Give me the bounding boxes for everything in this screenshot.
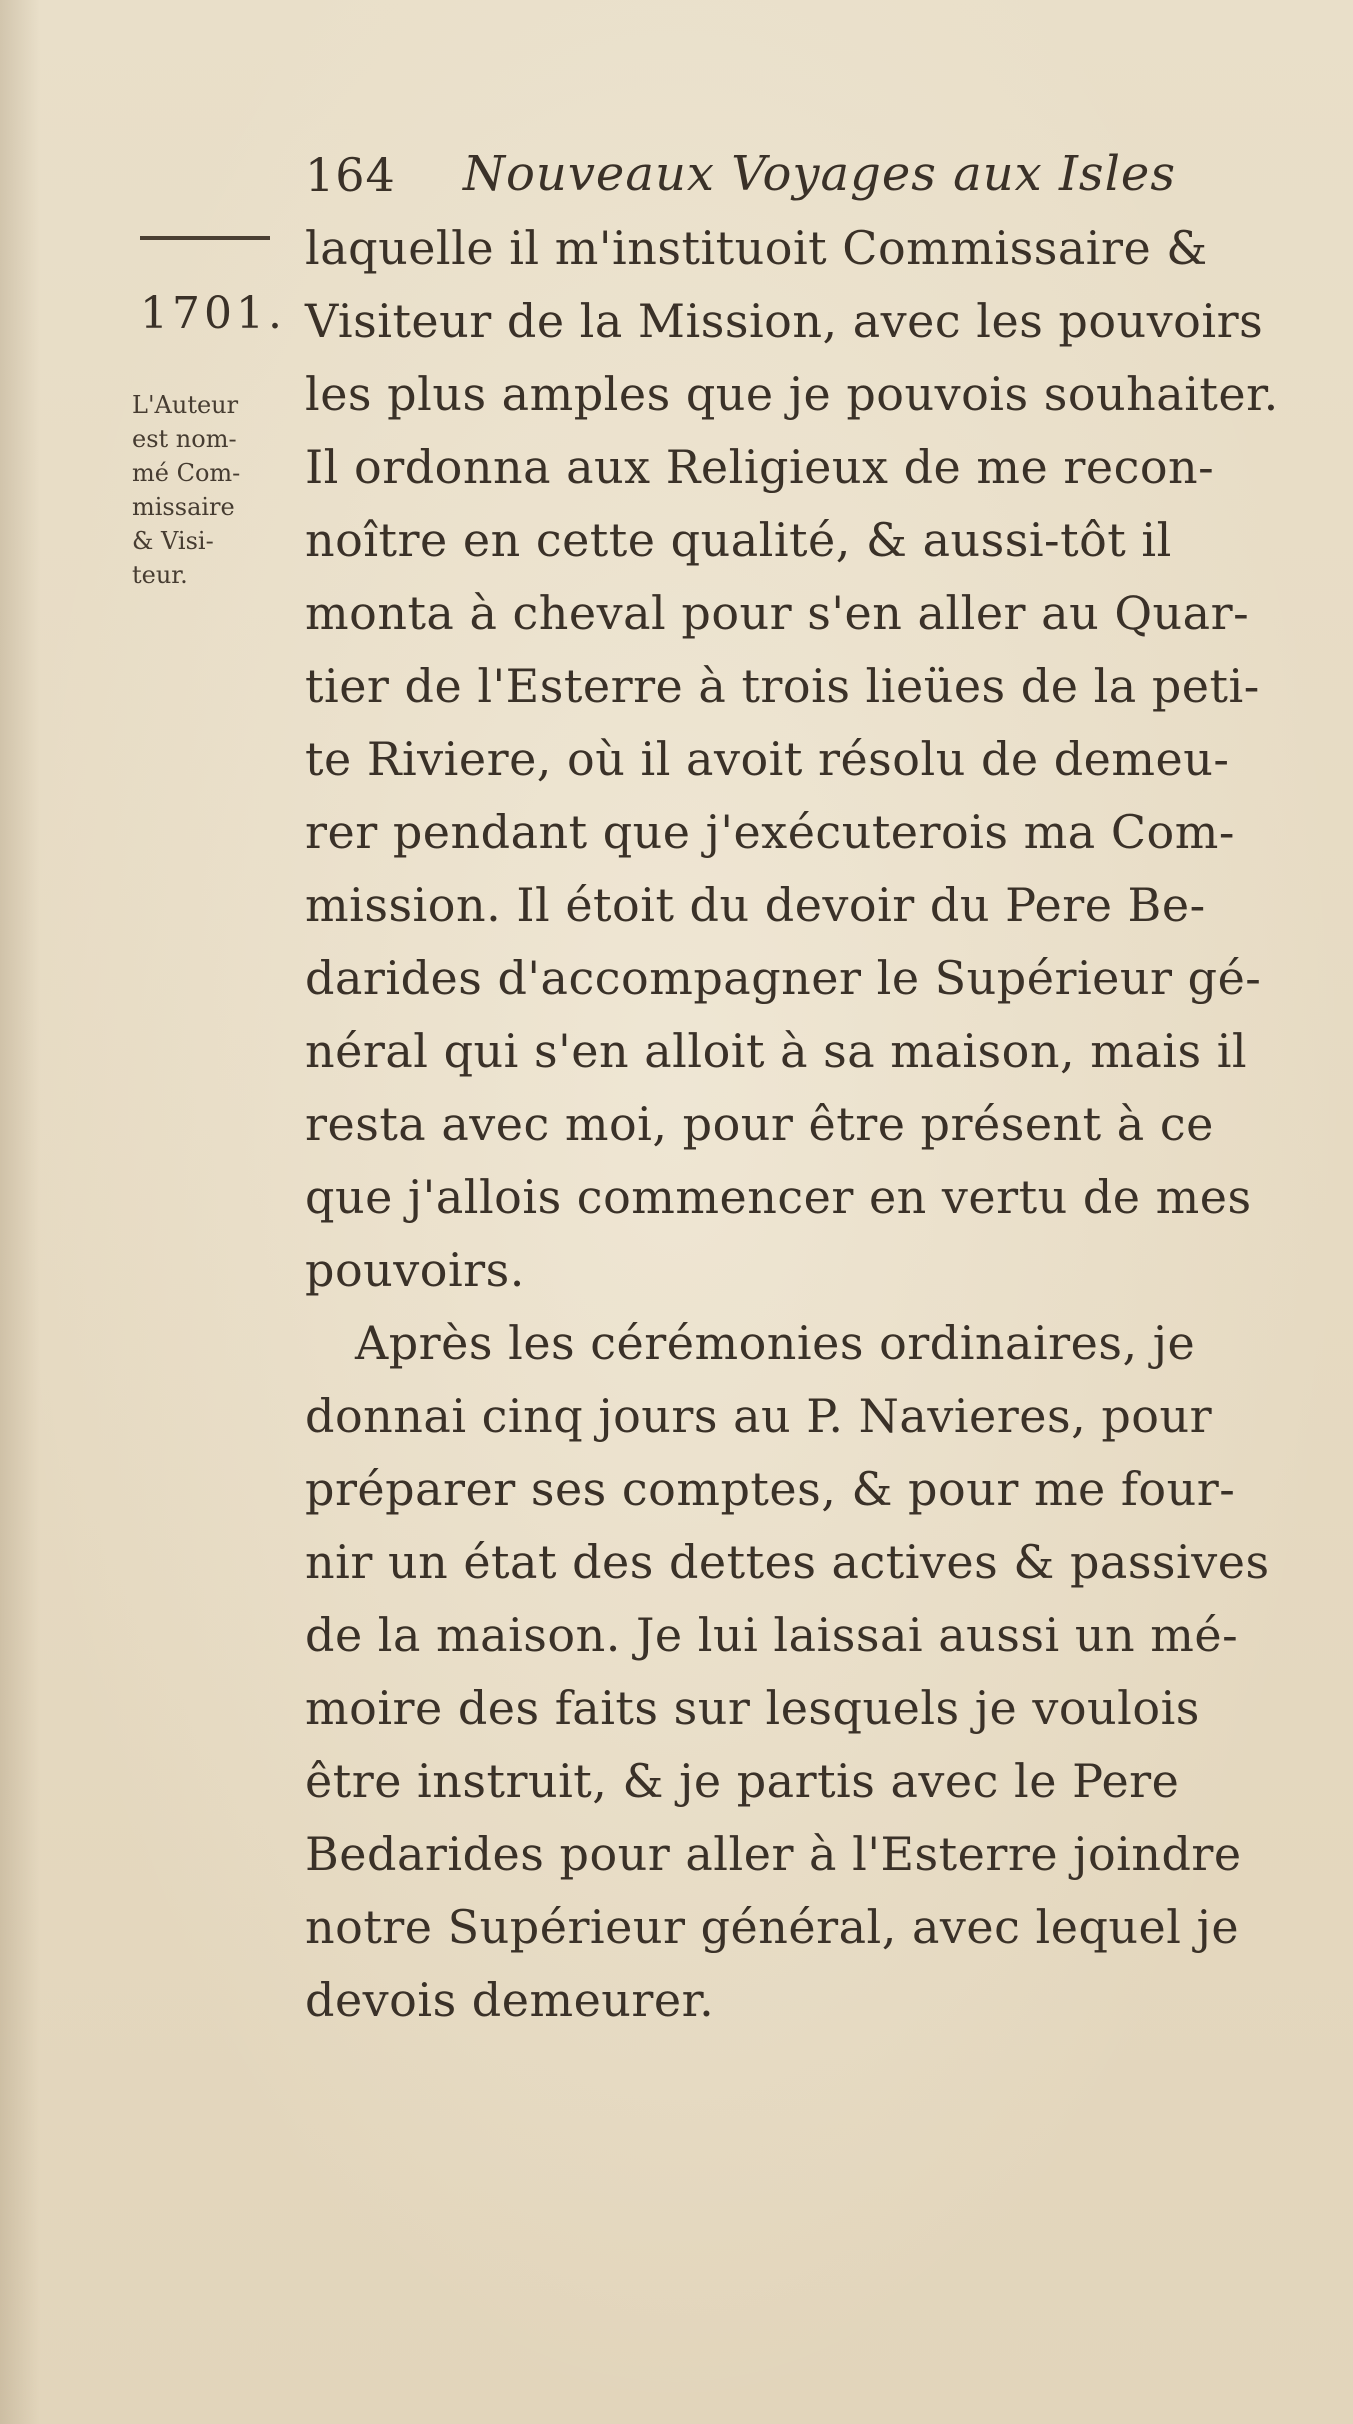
text-line: néral qui s'en alloit à sa maison, mais il xyxy=(305,1024,1248,1078)
margin-note-line: teur. xyxy=(132,561,188,589)
body-text xyxy=(305,212,1279,2037)
text-line: préparer ses comptes, & pour me four- xyxy=(305,1462,1236,1516)
text-line: de la maison. Je lui laissai aussi un mé- xyxy=(305,1608,1239,1662)
text-line: devois demeurer. xyxy=(305,1973,715,2027)
margin-note-line: mé Com- xyxy=(132,459,241,487)
margin-year: 1701. xyxy=(140,288,286,339)
text-line: tier de l'Esterre à trois lieües de la peti- xyxy=(305,659,1260,713)
text-line: mission. Il étoit du devoir du Pere Be- xyxy=(305,878,1206,932)
text-line: nir un état des dettes actives & passives xyxy=(305,1535,1270,1589)
text-line: moire des faits sur lesquels je voulois xyxy=(305,1681,1200,1735)
text-line: darides d'accompagner le Supérieur gé- xyxy=(305,951,1262,1005)
text-line: rer pendant que j'exécuterois ma Com- xyxy=(305,805,1235,859)
text-line: pouvoirs. xyxy=(305,1243,525,1297)
spine-shadow xyxy=(0,0,40,2424)
margin-note-line: L'Auteur xyxy=(132,391,239,419)
text-line: laquelle il m'instituoit Commissaire & xyxy=(305,221,1208,275)
margin-note-line: missaire xyxy=(132,493,235,521)
text-line: que j'allois commencer en vertu de mes xyxy=(305,1170,1252,1224)
text-line: te Riviere, où il avoit résolu de demeu- xyxy=(305,732,1230,786)
page-header xyxy=(305,140,1205,210)
text-line: Après les cérémonies ordinaires, je xyxy=(355,1316,1196,1370)
text-line: Bedarides pour aller à l'Esterre joindre xyxy=(305,1827,1242,1881)
margin-note-line: est nom- xyxy=(132,425,237,453)
margin-note xyxy=(132,388,282,592)
page-number: 164 xyxy=(305,148,396,202)
text-line: notre Supérieur général, avec lequel je xyxy=(305,1900,1240,1954)
text-line: les plus amples que je pouvois souhaiter. xyxy=(305,367,1279,421)
text-line: noître en cette qualité, & aussi-tôt il xyxy=(305,513,1172,567)
text-line: Visiteur de la Mission, avec les pouvoirs xyxy=(305,294,1264,348)
running-title: Nouveaux Voyages aux Isles xyxy=(463,146,1176,202)
text-line: monta à cheval pour s'en aller au Quar- xyxy=(305,586,1250,640)
text-line: Il ordonna aux Religieux de me recon- xyxy=(305,440,1215,494)
margin-note-line: & Visi- xyxy=(132,527,214,555)
text-line: être instruit, & je partis avec le Pere xyxy=(305,1754,1180,1808)
text-line: resta avec moi, pour être présent à ce xyxy=(305,1097,1214,1151)
text-line: donnai cinq jours au P. Navieres, pour xyxy=(305,1389,1213,1443)
continuation-rule xyxy=(140,236,270,240)
